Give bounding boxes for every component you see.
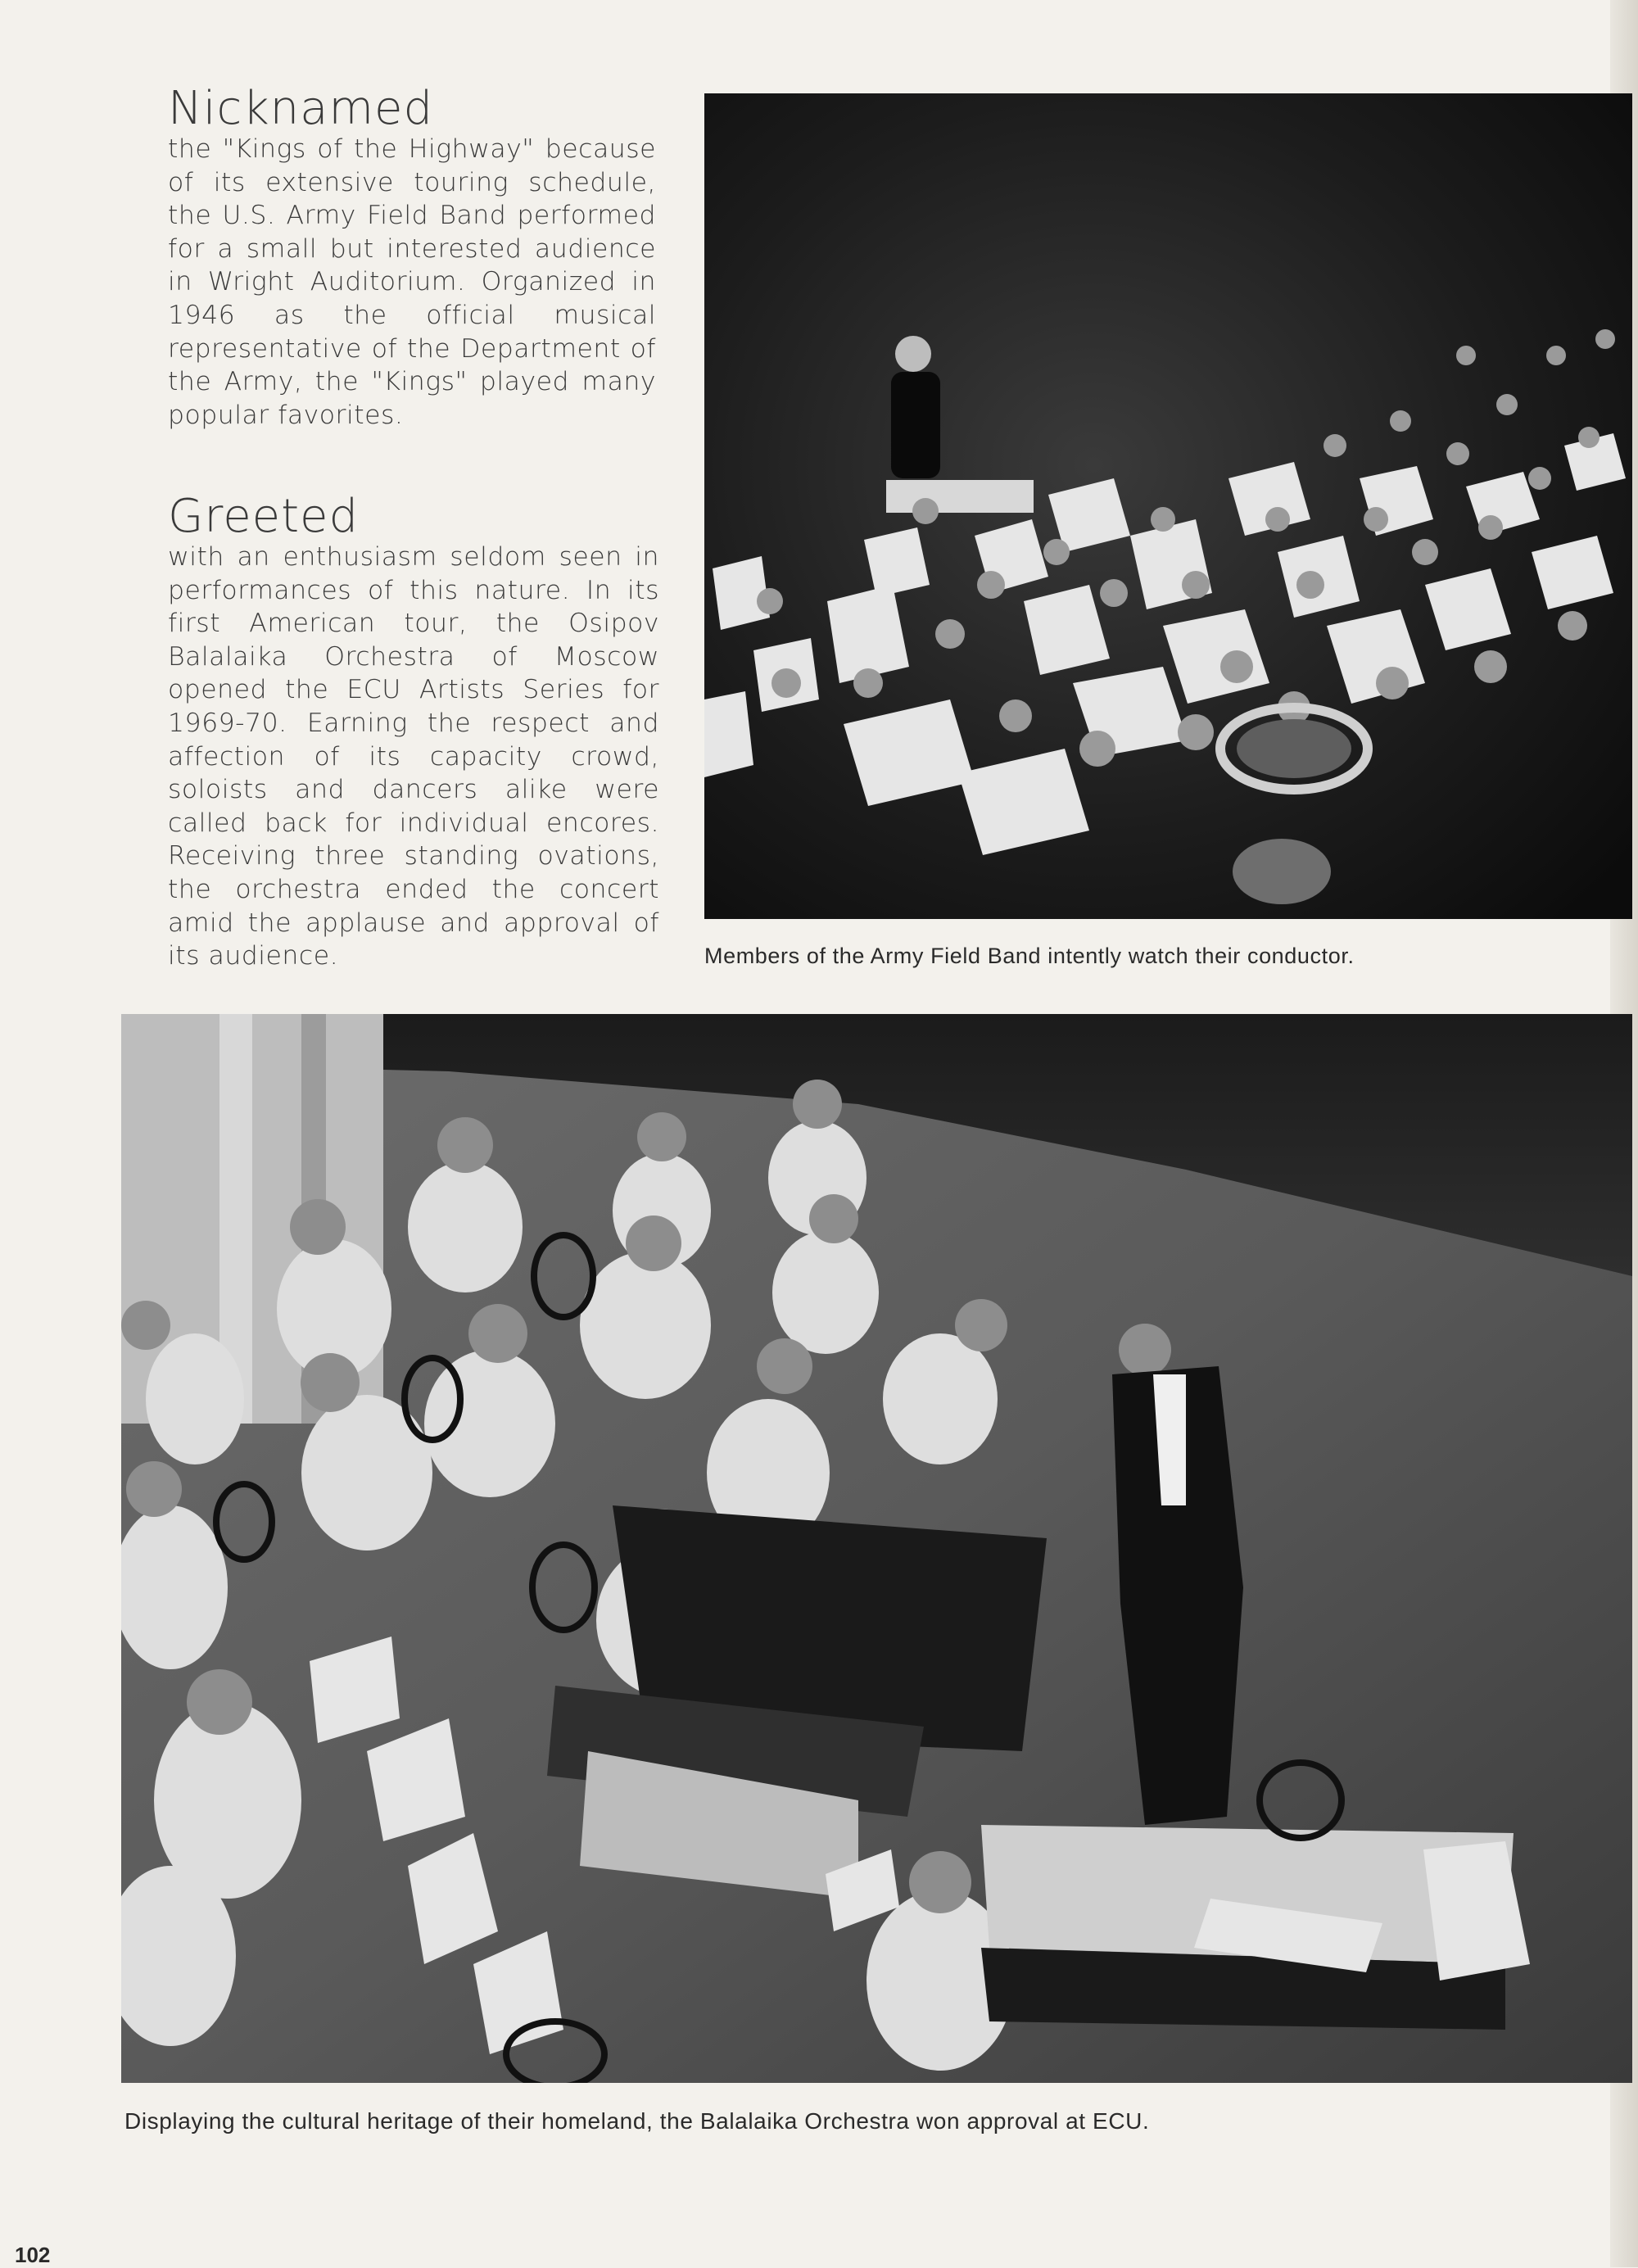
paragraph-balalaika-orchestra: with an enthusiasm seldom seen in performances of this nature. In its first American tour, the Osipov Balalaika Orchestra of Moscow opened the ECU Artists Series for 1969-70. Earning the respect and affection of its capacity crowd, soloists and dancers alike were called back for individual encores. Receiving three standing ovations, the orchestra ended the concert amid the applause and approval of its audience. [168, 542, 659, 971]
section-nicknamed [168, 82, 656, 432]
caption-army-field-band: Members of the Army Field Band intently watch their conductor. [704, 944, 1355, 968]
photo-balalaika-orchestra [121, 1014, 1632, 2083]
section-greeted [168, 490, 659, 973]
paragraph-army-field-band: the "Kings of the Highway" because of its extensive touring schedule, the U.S. Army Field Band performed for a small but interested audience in Wright Auditorium. Organized in 1946 as the official musical representative of the Department of the Army, the "Kings" played many popular favorites. [168, 134, 656, 430]
caption-balalaika-orchestra: Displaying the cultural heritage of their homeland, the Balalaika Orchestra won approval at ECU. [124, 2108, 1150, 2134]
heading-greeted: Greeted [168, 490, 360, 543]
page-number: 102 [15, 2243, 51, 2267]
photo-army-field-band [704, 93, 1632, 919]
heading-nicknamed: Nicknamed [168, 82, 434, 135]
